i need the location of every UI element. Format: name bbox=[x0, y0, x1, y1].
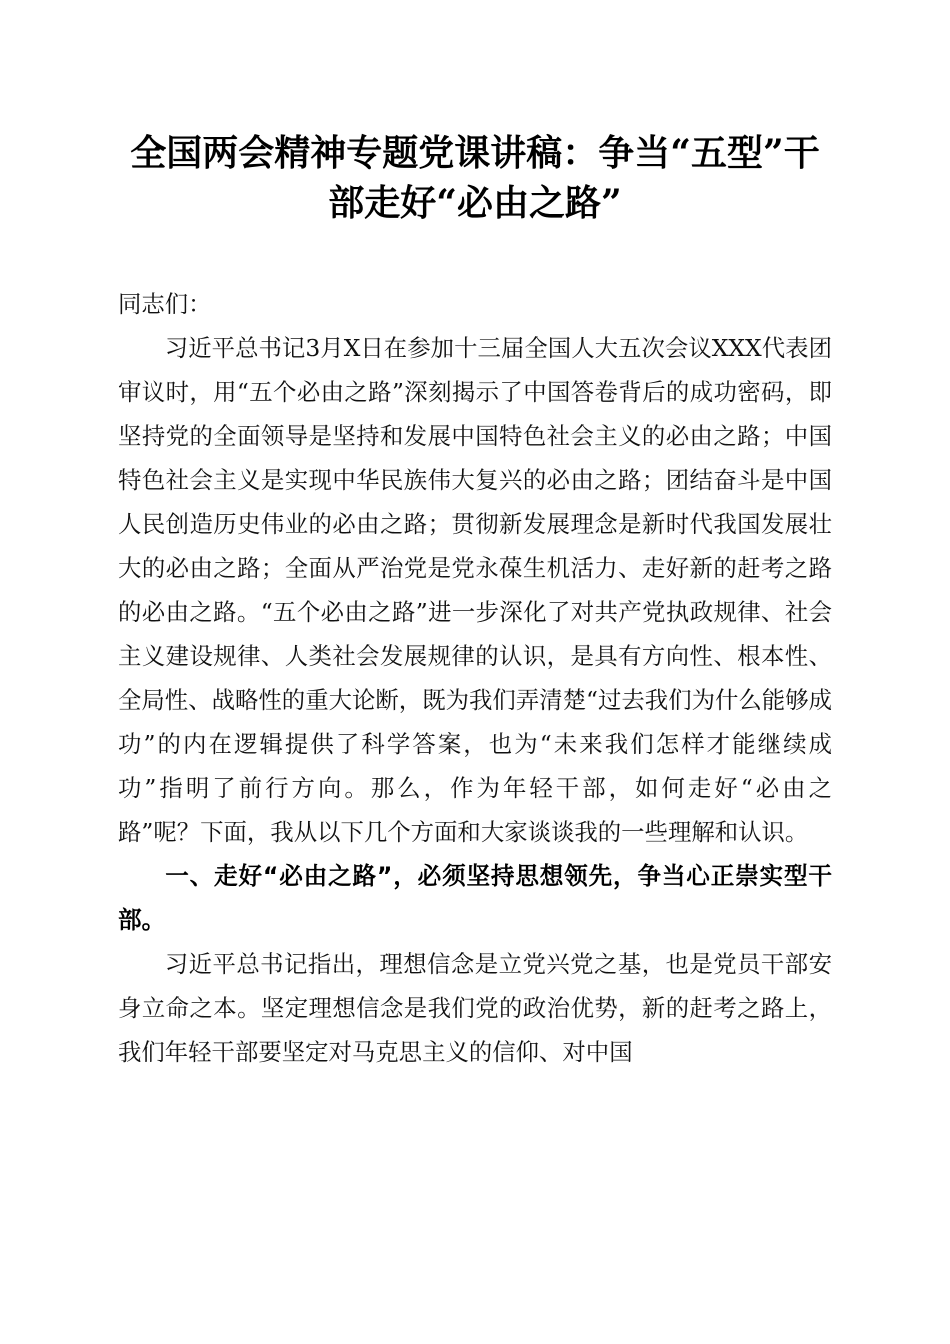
section-heading-1: 一、走好“必由之路”，必须坚持思想领先，争当心正崇实型干部。 bbox=[118, 862, 832, 934]
document-title: 全国两会精神专题党课讲稿：争当“五型”干部走好“必由之路” bbox=[130, 132, 820, 224]
body-paragraph-2: 习近平总书记指出，理想信念是立党兴党之基，也是党员干部安身立命之本。坚定理想信念是我们党的政治优势，新的赶考之路上，我们年轻干部要坚定对马克思主义的信仰、对中国 bbox=[118, 950, 832, 1066]
salutation: 同志们： bbox=[118, 290, 212, 318]
document-page bbox=[118, 128, 832, 1074]
body-paragraph-1: 习近平总书记3月X日在参加十三届全国人大五次会议XXX代表团审议时，用“五个必由之路”深刻揭示了中国答卷背后的成功密码，即坚持党的全面领导是坚持和发展中国特色社会主义的必由之路；中国特色社会主义是实现中华民族伟大复兴的必由之路；团结奋斗是中国人民创造历史伟业的必由之路；贯彻新发展理念是新时代我国发展壮大的必由之路；全面从严治党是党永葆生机活力、走好新的赶考之路的必由之路。“五个必由之路”进一步深化了对共产党执政规律、社会主义建设规律、人类社会发展规律的认识，是具有方向性、根本性、全局性、战略性的重大论断，既为我们弄清楚“过去我们为什么能够成功”的内在逻辑提供了科学答案，也为“未来我们怎样才能继续成功”指明了前行方向。那么，作为年轻干部，如何走好“必由之路”呢？下面，我从以下几个方面和大家谈谈我的一些理解和认识。 bbox=[118, 334, 832, 846]
